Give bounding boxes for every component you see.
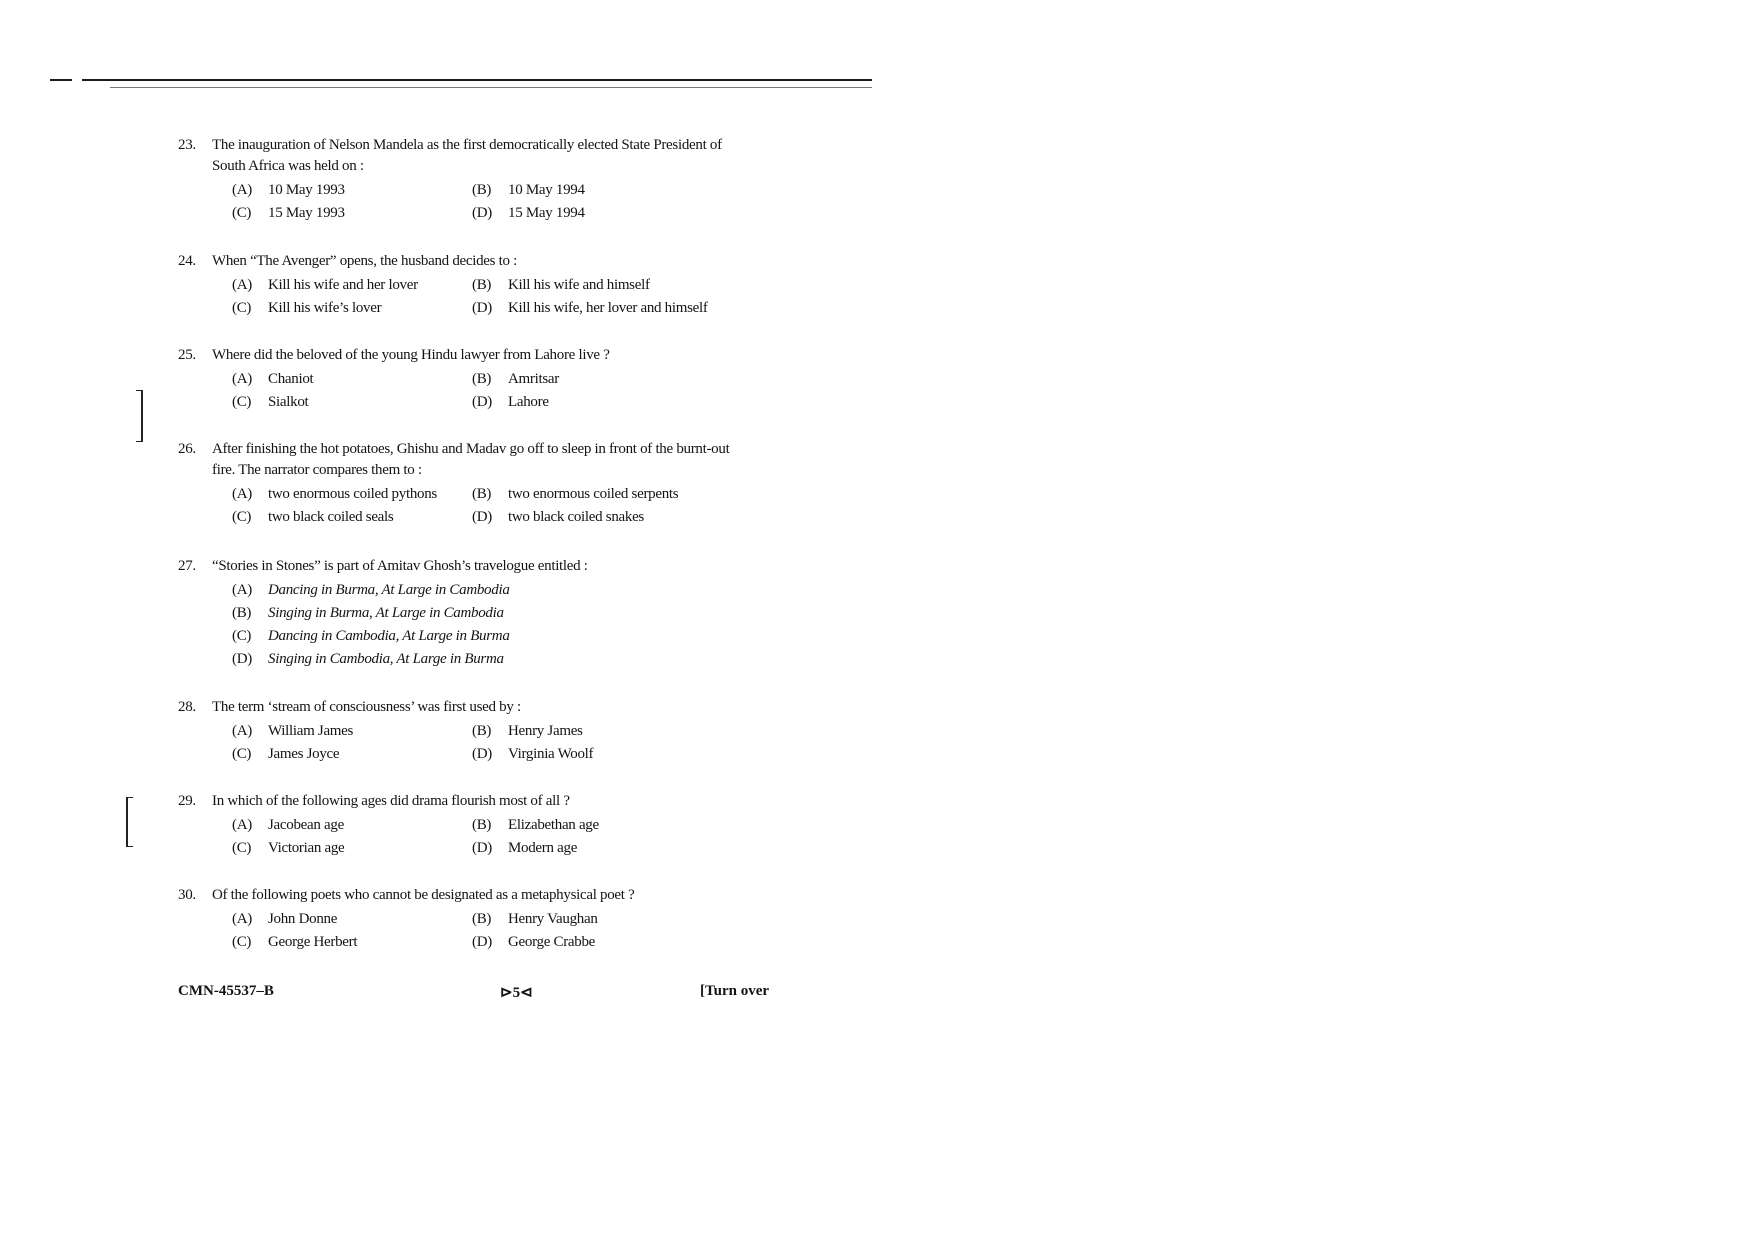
option-c	[232, 626, 632, 647]
option-text: Henry Vaughan	[508, 911, 598, 927]
option-text: Kill his wife and her lover	[268, 277, 418, 293]
header-rule-short	[50, 79, 72, 81]
question-text: “Stories in Stones” is part of Amitav Ghosh’s travelogue entitled :	[212, 558, 588, 574]
option-b	[472, 180, 712, 201]
option-text: 15 May 1994	[508, 205, 585, 221]
option-b	[472, 484, 712, 505]
option-text: Lahore	[508, 394, 549, 410]
option-text: 10 May 1993	[268, 182, 345, 198]
question-text: Where did the beloved of the young Hindu lawyer from Lahore live ?	[212, 347, 610, 363]
option-text: Virginia Woolf	[508, 746, 594, 762]
option-b	[472, 909, 712, 930]
option-text: 15 May 1993	[268, 205, 345, 221]
option-d	[472, 838, 712, 859]
question-number: 26.	[178, 441, 196, 457]
option-text: William James	[268, 723, 354, 739]
option-text: Dancing in Burma, At Large in Cambodia	[268, 582, 510, 598]
option-c	[232, 392, 472, 413]
option-a	[232, 909, 472, 930]
option-d	[472, 932, 712, 953]
option-text: Kill his wife’s lover	[268, 300, 382, 316]
question-text: When “The Avenger” opens, the husband decides to :	[212, 253, 518, 269]
option-letter: (C)	[232, 394, 252, 410]
option-a	[232, 369, 472, 390]
option-letter: (C)	[232, 509, 252, 525]
option-letter: (B)	[472, 723, 492, 739]
option-letter: (A)	[232, 911, 252, 927]
option-text: John Donne	[268, 911, 338, 927]
option-letter: (C)	[232, 300, 252, 316]
option-a	[232, 484, 472, 505]
option-letter: (B)	[472, 277, 492, 293]
option-text: two enormous coiled pythons	[268, 486, 437, 502]
question-29	[178, 791, 738, 860]
question-number: 28.	[178, 699, 196, 715]
option-c	[232, 838, 472, 859]
option-letter: (D)	[472, 746, 492, 762]
option-text: two black coiled snakes	[508, 509, 644, 525]
option-a	[232, 721, 472, 742]
option-text: two enormous coiled serpents	[508, 486, 679, 502]
option-c	[232, 203, 472, 224]
option-letter: (D)	[472, 205, 492, 221]
option-c	[232, 507, 472, 528]
question-number: 25.	[178, 347, 196, 363]
header-rule	[82, 79, 872, 81]
option-a	[232, 580, 632, 601]
option-letter: (C)	[232, 628, 252, 644]
option-text: Kill his wife, her lover and himself	[508, 300, 708, 316]
question-23	[178, 135, 738, 225]
option-letter: (B)	[472, 182, 492, 198]
option-letter: (B)	[472, 817, 492, 833]
option-text: Kill his wife and himself	[508, 277, 650, 293]
question-24	[178, 251, 738, 320]
option-letter: (D)	[472, 300, 492, 316]
option-text: Jacobean age	[268, 817, 344, 833]
question-number: 29.	[178, 793, 196, 809]
option-letter: (A)	[232, 371, 252, 387]
option-text: James Joyce	[268, 746, 340, 762]
option-d	[472, 507, 712, 528]
option-b	[232, 603, 632, 624]
option-letter: (B)	[472, 486, 492, 502]
question-number: 24.	[178, 253, 196, 269]
option-text: Amritsar	[508, 371, 559, 387]
margin-bracket-left	[126, 797, 133, 847]
option-d	[472, 392, 712, 413]
question-text: The term ‘stream of consciousness’ was first used by :	[212, 699, 521, 715]
option-letter: (D)	[472, 509, 492, 525]
option-letter: (D)	[232, 651, 252, 667]
question-25	[178, 345, 738, 414]
option-text: 10 May 1994	[508, 182, 585, 198]
question-28	[178, 697, 738, 766]
question-text: The inauguration of Nelson Mandela as the first democratically elected State President of South Africa was held on :	[212, 137, 722, 174]
turn-over-note: [Turn over	[700, 983, 770, 999]
option-a	[232, 180, 472, 201]
question-number: 30.	[178, 887, 196, 903]
option-letter: (C)	[232, 840, 252, 856]
option-text: Singing in Cambodia, At Large in Burma	[268, 651, 504, 667]
option-a	[232, 275, 472, 296]
option-letter: (A)	[232, 182, 252, 198]
option-b	[472, 721, 712, 742]
option-text: George Herbert	[268, 934, 358, 950]
option-d	[472, 298, 712, 319]
option-letter: (C)	[232, 205, 252, 221]
option-a	[232, 815, 472, 836]
page-number: ⊳5⊲	[500, 985, 533, 1001]
option-letter: (B)	[232, 605, 252, 621]
option-c	[232, 932, 472, 953]
option-text: Elizabethan age	[508, 817, 599, 833]
question-number: 23.	[178, 137, 196, 153]
option-text: Singing in Burma, At Large in Cambodia	[268, 605, 504, 621]
option-letter: (C)	[232, 746, 252, 762]
option-text: Sialkot	[268, 394, 309, 410]
header-rule-thin	[110, 87, 872, 88]
question-number: 27.	[178, 558, 196, 574]
margin-bracket-right	[136, 390, 143, 442]
question-text: In which of the following ages did drama flourish most of all ?	[212, 793, 570, 809]
option-letter: (A)	[232, 486, 252, 502]
option-letter: (A)	[232, 817, 252, 833]
question-30	[178, 885, 738, 954]
option-text: two black coiled seals	[268, 509, 394, 525]
option-text: Dancing in Cambodia, At Large in Burma	[268, 628, 510, 644]
question-text: After finishing the hot potatoes, Ghishu and Madav go off to sleep in front of the burnt-out fire. The narrator compares them to :	[212, 441, 730, 478]
question-26	[178, 439, 738, 529]
option-letter: (D)	[472, 394, 492, 410]
question-27	[178, 556, 738, 671]
booklet-code: CMN-45537–B	[178, 983, 274, 999]
option-text: Modern age	[508, 840, 578, 856]
option-text: Henry James	[508, 723, 583, 739]
option-d	[472, 203, 712, 224]
option-letter: (B)	[472, 371, 492, 387]
option-c	[232, 298, 472, 319]
option-letter: (D)	[472, 934, 492, 950]
option-text: George Crabbe	[508, 934, 596, 950]
option-d	[232, 649, 632, 670]
option-letter: (A)	[232, 723, 252, 739]
option-b	[472, 275, 712, 296]
option-c	[232, 744, 472, 765]
option-b	[472, 369, 712, 390]
option-letter: (B)	[472, 911, 492, 927]
option-letter: (A)	[232, 582, 252, 598]
option-letter: (A)	[232, 277, 252, 293]
option-letter: (C)	[232, 934, 252, 950]
option-text: Victorian age	[268, 840, 345, 856]
option-d	[472, 744, 712, 765]
option-letter: (D)	[472, 840, 492, 856]
option-text: Chaniot	[268, 371, 314, 387]
question-text: Of the following poets who cannot be designated as a metaphysical poet ?	[212, 887, 635, 903]
option-b	[472, 815, 712, 836]
